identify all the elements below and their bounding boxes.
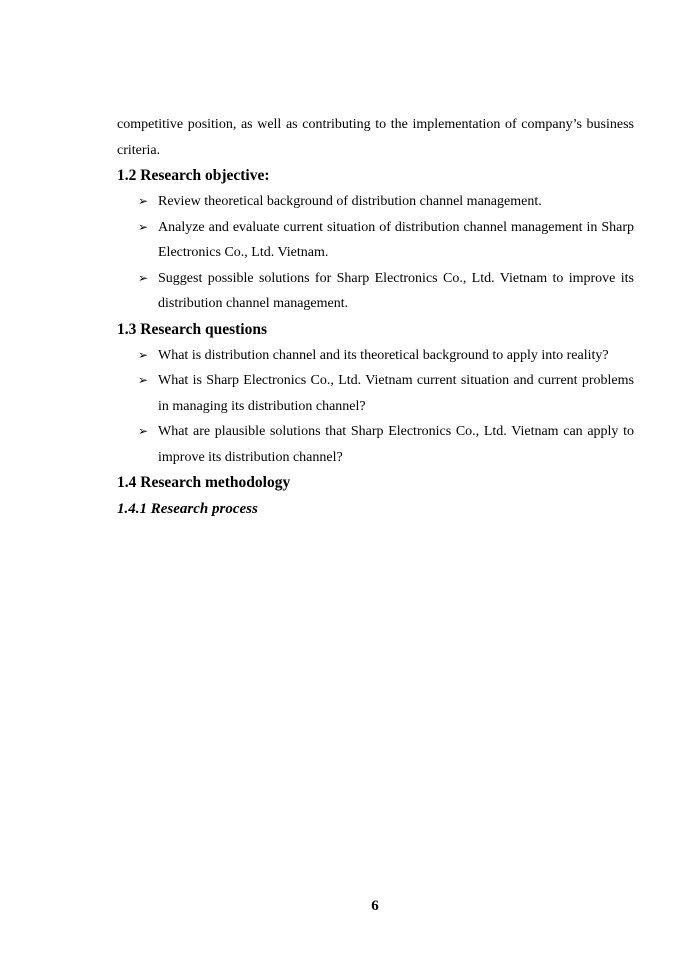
intro-paragraph: competitive position, as well as contributing to the implementation of company’s business criteria. <box>117 117 634 158</box>
arrow-bullet-icon: ➢ <box>138 347 149 362</box>
bullet-text: Suggest possible solutions for Sharp Electronics Co., Ltd. Vietnam to improve its distribution channel management. <box>158 270 634 311</box>
arrow-bullet-icon: ➢ <box>138 194 149 208</box>
arrow-bullet-icon: ➢ <box>138 373 149 387</box>
section-heading-research-objective: 1.2 Research objective: <box>117 167 270 184</box>
list-item <box>117 266 634 317</box>
bullet-text: What is Sharp Electronics Co., Ltd. Vietnam current situation and current problems in managing its distribution channel? <box>158 373 634 414</box>
bullet-text: Analyze and evaluate current situation of distribution channel management in Sharp Electronics Co., Ltd. Vietnam. <box>158 219 634 260</box>
section-heading-research-methodology: 1.4 Research methodology <box>117 474 291 491</box>
list-item <box>117 189 634 215</box>
questions-bullet-list <box>117 343 634 471</box>
bullet-text: What is distribution channel and its theoretical background to apply into reality? <box>158 347 609 363</box>
page-content <box>117 112 634 522</box>
list-item <box>117 419 634 470</box>
list-item <box>117 343 634 369</box>
section-heading-research-questions: 1.3 Research questions <box>117 320 267 338</box>
arrow-bullet-icon: ➢ <box>138 424 149 438</box>
subsection-heading-research-process: 1.4.1 Research process <box>117 501 258 517</box>
page-number: 6 <box>371 898 379 914</box>
arrow-bullet-icon: ➢ <box>138 270 149 285</box>
arrow-bullet-icon: ➢ <box>138 219 149 234</box>
list-item <box>117 368 634 419</box>
bullet-text: Review theoretical background of distribution channel management. <box>158 194 542 209</box>
bullet-text: What are plausible solutions that Sharp Electronics Co., Ltd. Vietnam can apply to improve its distribution channel? <box>158 424 634 465</box>
list-item <box>117 215 634 266</box>
objective-bullet-list <box>117 189 634 317</box>
